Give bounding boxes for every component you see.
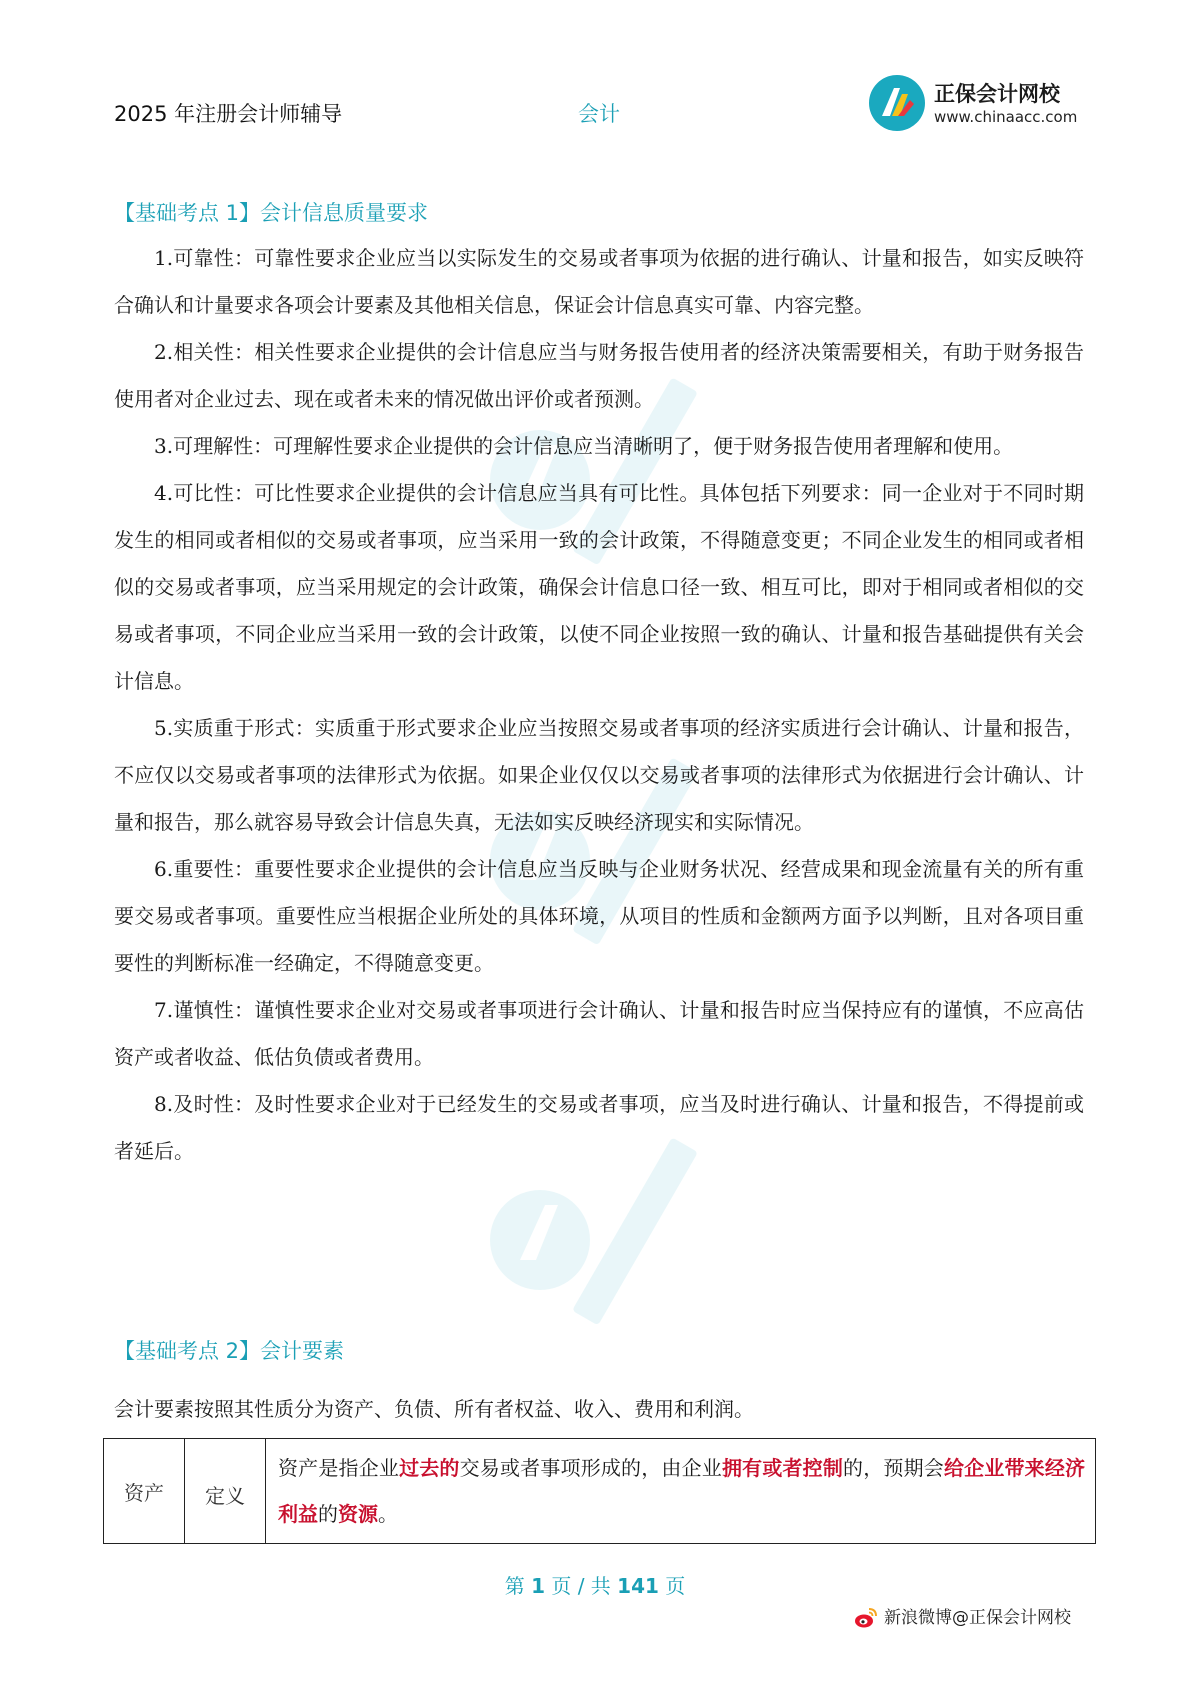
logo-name: 正保会计网校 — [934, 82, 1060, 106]
definition-text: 的，预期会 — [843, 1456, 944, 1480]
definition-text: 。 — [378, 1502, 398, 1526]
definition-label-cell: 定义 — [185, 1439, 266, 1544]
highlight-term: 资源 — [338, 1502, 378, 1526]
elements-table — [103, 1438, 1096, 1544]
highlight-term: 拥有或者控制 — [721, 1456, 844, 1480]
definition-text: 交易或者事项形成的，由企业 — [459, 1456, 722, 1480]
page-indicator — [0, 1570, 1190, 1599]
paragraph-understandability: 3.可理解性：可理解性要求企业提供的会计信息应当清晰明了，便于财务报告使用者理解和使用。 — [154, 434, 1014, 458]
subject-label: 会计 — [578, 102, 620, 126]
paragraph-comparability: 4.可比性：可比性要求企业提供的会计信息应当具有可比性。具体包括下列要求：同一企业对于不同时期发生的相同或者相似的交易或者事项，应当采用一致的会计政策，不得随意变更；不同企业发生的相同或者相似的交易或者事项，应当采用规定的会计政策，确保会计信息口径一致、相互可比，即对于相同或者相似的交易或者事项，不同企业应当采用一致的会计政策，以使不同企业按照一致的确认、计量和报告基础提供有关会计信息。 — [114, 481, 1084, 693]
logo-icon — [868, 74, 926, 132]
section-heading-1: 【基础考点 1】会计信息质量要求 — [114, 201, 429, 225]
table-row — [104, 1439, 1096, 1544]
paragraph-materiality: 6.重要性：重要性要求企业提供的会计信息应当反映与企业财务状况、经营成果和现金流量有关的所有重要交易或者事项。重要性应当根据企业所处的具体环境，从项目的性质和金额两方面予以判断，且对各项目重要性的判断标准一经确定，不得随意变更。 — [114, 857, 1084, 975]
definition-text: 的 — [318, 1502, 338, 1526]
document-title: 2025 年注册会计师辅导 — [114, 102, 343, 126]
definition-cell — [266, 1439, 1096, 1544]
page-total: 141 — [617, 1574, 659, 1598]
highlight-term: 给企业带来经济利益 — [278, 1456, 1086, 1526]
brand-logo — [868, 74, 1078, 132]
definition-text: 资产是指企业 — [278, 1456, 400, 1480]
paragraph-relevance: 2.相关性：相关性要求企业提供的会计信息应当与财务报告使用者的经济决策需要相关，有助于财务报告使用者对企业过去、现在或者未来的情况做出评价或者预测。 — [114, 340, 1084, 411]
weibo-credit — [854, 1603, 1071, 1629]
paragraph-reliability: 1.可靠性：可靠性要求企业应当以实际发生的交易或者事项为依据的进行确认、计量和报告，如实反映符合确认和计量要求各项会计要素及其他相关信息，保证会计信息真实可靠、内容完整。 — [114, 246, 1084, 317]
paragraph-timeliness: 8.及时性：及时性要求企业对于已经发生的交易或者事项，应当及时进行确认、计量和报告，不得提前或者延后。 — [114, 1092, 1084, 1163]
page-number: 1 — [531, 1574, 545, 1598]
section-heading-2: 【基础考点 2】会计要素 — [114, 1339, 345, 1363]
elements-intro: 会计要素按照其性质分为资产、负债、所有者权益、收入、费用和利润。 — [114, 1397, 754, 1421]
paragraph-substance-over-form: 5.实质重于形式：实质重于形式要求企业应当按照交易或者事项的经济实质进行会计确认、计量和报告，不应仅以交易或者事项的法律形式为依据。如果企业仅仅以交易或者事项的法律形式为依据进行会计确认、计量和报告，那么就容易导致会计信息失真，无法如实反映经济现实和实际情况。 — [114, 716, 1084, 834]
logo-url: www.chinaacc.com — [934, 108, 1078, 126]
page-mid: 页 / 共 — [551, 1574, 611, 1598]
highlight-term: 过去的 — [399, 1456, 460, 1480]
section-1-body — [114, 235, 1084, 1175]
paragraph-prudence: 7.谨慎性：谨慎性要求企业对交易或者事项进行会计确认、计量和报告时应当保持应有的谨慎，不应高估资产或者收益、低估负债或者费用。 — [114, 998, 1084, 1069]
page-suffix: 页 — [665, 1574, 686, 1598]
weibo-text: 新浪微博@正保会计网校 — [884, 1608, 1071, 1628]
page-prefix: 第 — [504, 1574, 525, 1598]
element-name-cell: 资产 — [104, 1439, 185, 1544]
weibo-icon — [854, 1607, 878, 1629]
